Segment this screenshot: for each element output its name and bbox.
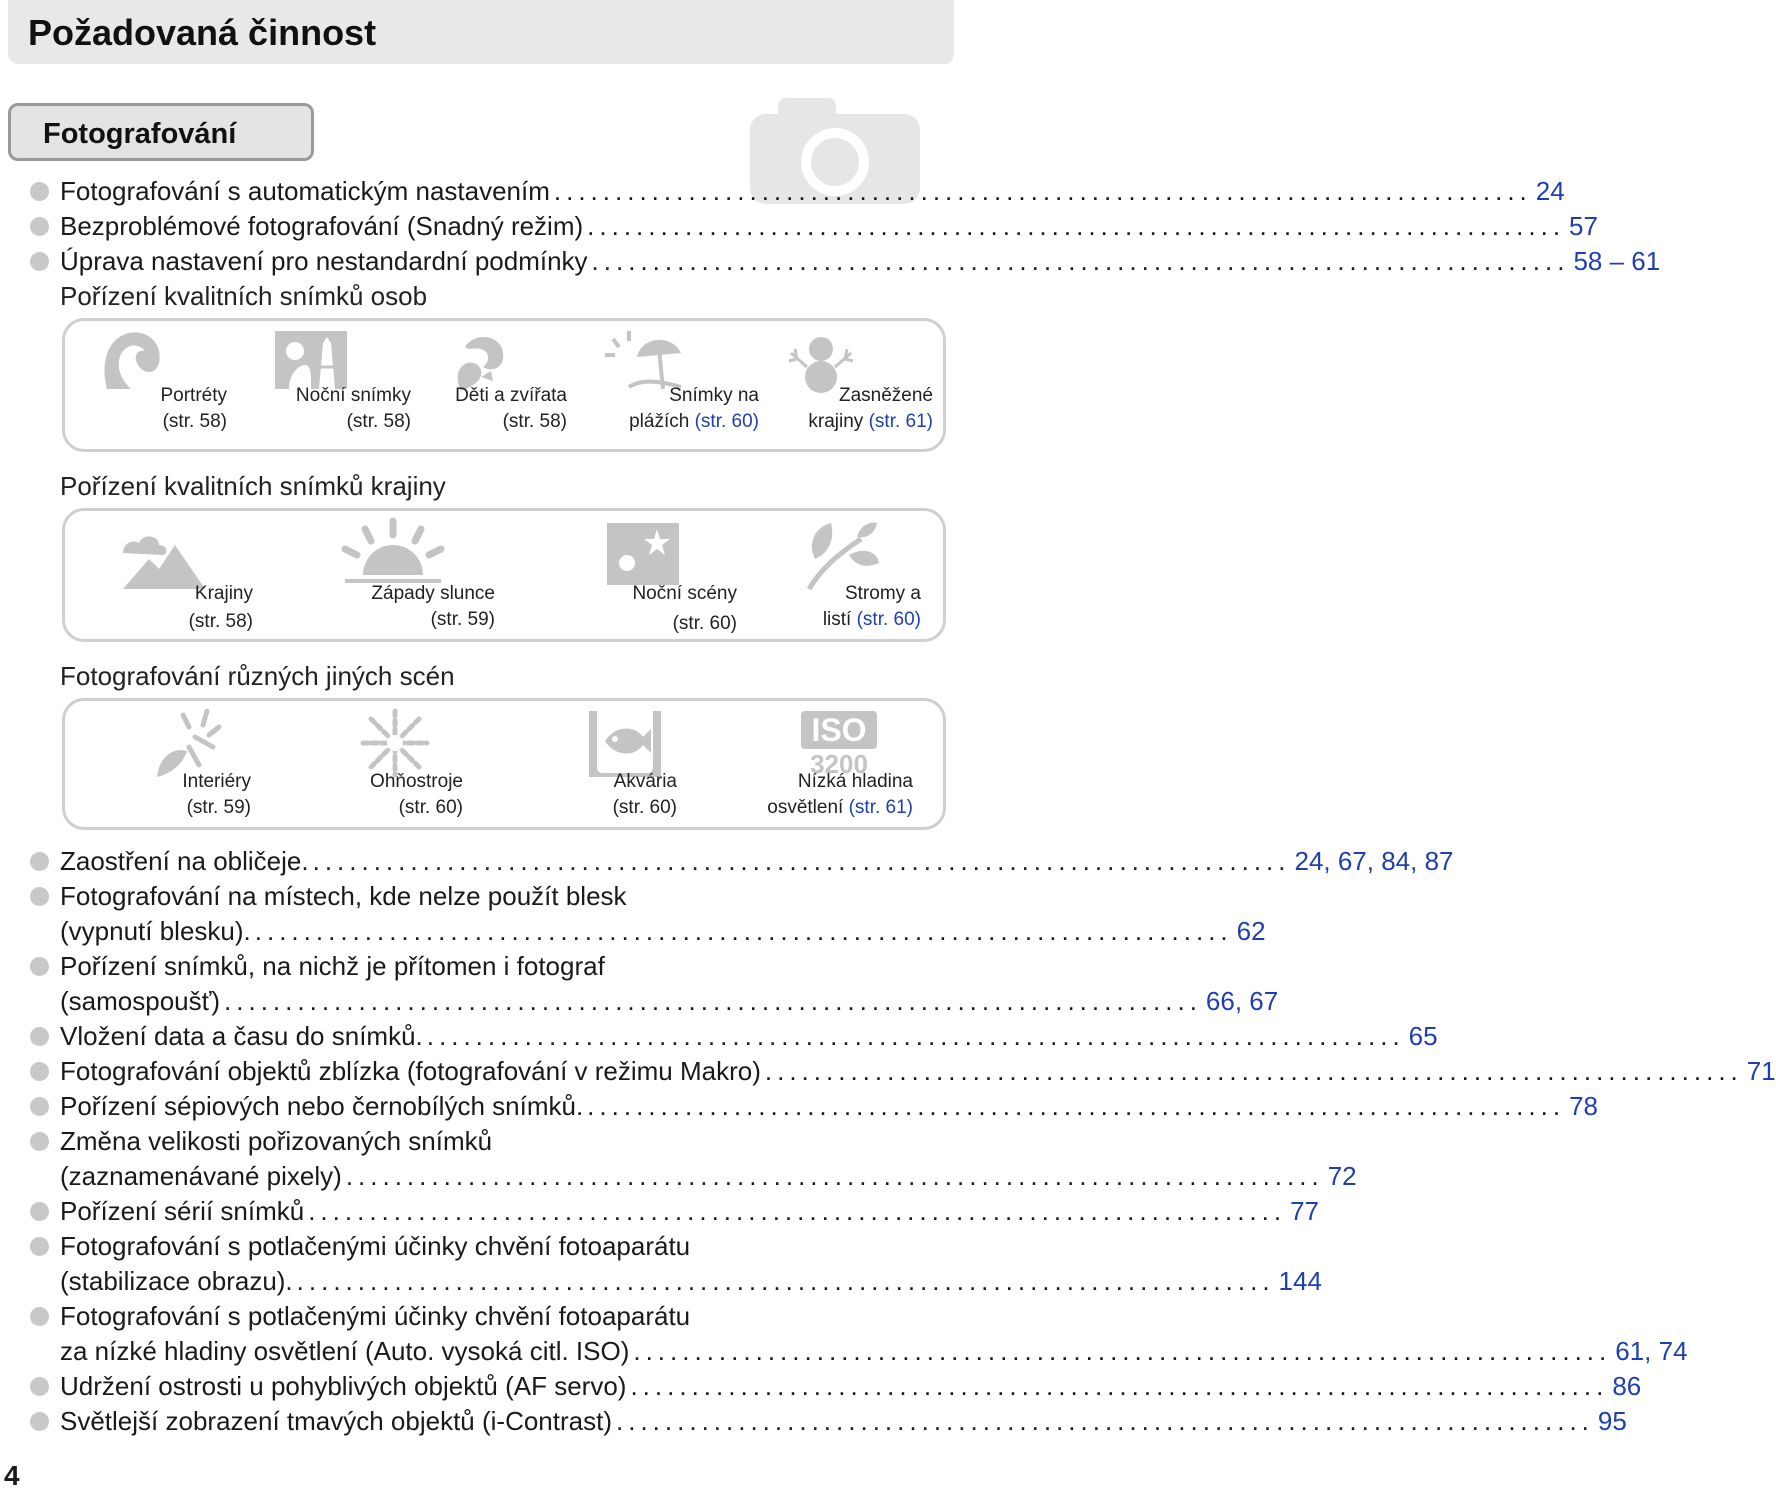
item-label: Pořízení snímků, na nichž je přítomen i fotograf [60,951,605,981]
scene-page-ref[interactable]: (str. 61) [848,797,913,818]
dot-leader: ................................................................................ [587,1091,1566,1121]
section-tab-label: Fotografování [43,118,237,150]
iso-icon-value: 3200 [810,749,868,779]
portrait-icon [97,327,167,395]
scene-page-ref[interactable]: (str. 58) [502,411,567,432]
item-label-continuation: za nízké hladiny osvětlení (Auto. vysoká citl. ISO) [60,1336,630,1366]
dot-leader: ................................................................................ [308,1196,1287,1226]
dot-leader: ................................................................................ [591,246,1570,276]
scene-caption-1: Noční scény [632,583,737,604]
page-title: Požadovaná činnost [28,12,377,53]
item-label: Udržení ostrosti u pohyblivých objektů (AF servo) [60,1371,627,1401]
scene-beach[interactable] [601,327,759,432]
scene-caption-1: Krajiny [194,583,253,604]
list-item[interactable] [30,879,944,913]
scene-caption-2 [808,409,933,435]
page-link[interactable]: 86 [1612,1371,1642,1401]
scene-low-light[interactable] [737,707,913,818]
scene-caption-prefix: listí [822,609,857,630]
scene-caption-prefix: krajiny [808,411,869,432]
item-label: Fotografování s automatickým nastavením [60,176,550,206]
list-item-continuation[interactable] [30,1159,1357,1193]
page-link[interactable]: 24 [1535,176,1565,206]
scene-page-ref[interactable]: (str. 58) [162,411,227,432]
scene-caption-1: Portréty [160,385,227,406]
list-item[interactable] [30,1124,944,1158]
item-label-continuation: (zaznamenávané pixely) [60,1161,342,1191]
dot-leader: ................................................................................ [345,1161,1324,1191]
page-link[interactable]: 144 [1278,1266,1322,1296]
iso-icon-text: ISO [811,712,867,748]
scene-caption-prefix: osvětlení [767,797,849,818]
list-item-continuation[interactable] [30,984,1279,1018]
page-link[interactable]: 58 – 61 [1573,246,1661,276]
item-label: Pořízení sérií snímků [60,1196,305,1226]
bullet-icon [30,887,49,906]
scene-caption-1: Akvária [613,771,677,792]
list-item[interactable] [30,174,1565,208]
scene-caption-2 [629,409,759,435]
item-label: Světlejší zobrazení tmavých objektů (i-Contrast) [60,1406,612,1436]
dot-leader: ................................................................................ [764,1056,1743,1086]
page-number: 4 [4,1460,20,1491]
scene-landscape[interactable] [119,519,253,632]
page-link[interactable]: 72 [1327,1161,1357,1191]
item-label-continuation: (stabilizace obrazu). [60,1266,293,1296]
scene-indoor[interactable] [153,707,251,818]
bullet-icon [30,1027,49,1046]
page-link[interactable]: 95 [1597,1406,1627,1436]
list-item[interactable] [30,1054,1776,1088]
list-item[interactable] [30,1089,1598,1123]
list-item[interactable] [30,1229,944,1263]
scene-foliage[interactable] [801,519,921,630]
scene-page-ref[interactable]: (str. 59) [186,797,251,818]
scene-caption-1: Snímky na [669,385,759,406]
scene-snow[interactable] [781,327,933,432]
bullet-icon [30,1202,49,1221]
scene-page-ref[interactable]: (str. 60) [694,411,759,432]
bullet-icon [30,1132,49,1151]
item-label: Fotografování s potlačenými účinky chvění fotoaparátu [60,1301,691,1331]
scene-page-ref[interactable]: (str. 60) [612,797,677,818]
scene-page-ref[interactable]: (str. 60) [398,797,463,818]
page-link[interactable]: 71 [1746,1056,1776,1086]
list-item-continuation[interactable] [30,1264,1322,1298]
scene-caption-2 [823,607,921,633]
scene-box-landscape [62,508,946,642]
bullet-icon [30,1237,49,1256]
scene-page-ref[interactable]: (str. 60) [856,609,921,630]
scene-caption-1: Zasněžené [838,385,933,406]
scene-page-ref[interactable]: (str. 60) [672,613,737,634]
scene-fireworks[interactable] [349,707,463,818]
scene-sunset[interactable] [335,519,495,630]
list-item[interactable] [30,949,944,983]
dot-leader: ................................................................................ [553,176,1532,206]
bullet-icon [30,957,49,976]
page-link[interactable]: 57 [1569,211,1598,241]
bullet-icon [30,182,49,201]
scene-caption-prefix: plážích [629,411,695,432]
scene-caption-1: Stromy a [844,583,921,604]
list-item-continuation[interactable] [30,1334,1688,1368]
list-item-continuation[interactable] [30,914,1266,948]
scene-caption-1: Noční snímky [295,385,411,406]
list-item[interactable] [30,1369,1642,1403]
scene-caption-1: Ohňostroje [370,771,463,792]
scene-night-scene[interactable] [605,519,737,634]
item-label-continuation: (samospoušť) [60,986,221,1016]
item-label: Bezproblémové fotografování (Snadný režim) [60,211,584,241]
list-item[interactable] [30,1299,944,1333]
bullet-icon [30,1307,49,1326]
section-tab [8,103,314,161]
scene-box-people [62,318,946,452]
scene-caption-2 [767,795,913,821]
scene-caption-1: Západy slunce [371,583,495,604]
list-item[interactable] [30,1194,1320,1228]
dot-leader: ................................................................................ [630,1371,1609,1401]
item-label: Pořízení sépiových nebo černobílých snímků. [60,1091,584,1121]
group-heading-other: Fotografování různých jiných scén [60,661,455,691]
item-label: Fotografování na místech, kde nelze použít blesk [60,881,627,911]
page-link[interactable]: 61, 74 [1615,1336,1688,1366]
bullet-icon [30,217,49,236]
page-link[interactable]: 77 [1290,1196,1320,1226]
page-link[interactable]: 62 [1236,916,1266,946]
bullet-icon [30,1412,49,1431]
list-item[interactable] [30,244,1661,278]
dot-leader: ................................................................................ [587,211,1566,241]
list-item[interactable] [30,209,1598,243]
scene-caption-1: Interiéry [182,771,251,792]
bullet-icon [30,852,49,871]
bullet-icon [30,1377,49,1396]
item-label: Zaostření na obličeje. [60,846,309,876]
scene-caption-1: Děti a zvířata [455,385,567,406]
list-item[interactable] [30,1019,1438,1053]
group-heading-people: Pořízení kvalitních snímků osob [60,281,428,311]
page-link[interactable]: 65 [1408,1021,1438,1051]
item-label-continuation: (vypnutí blesku). [60,916,251,946]
item-label: Fotografování s potlačenými účinky chvění fotoaparátu [60,1231,691,1261]
dot-leader: ................................................................................ [224,986,1202,1016]
list-item[interactable] [30,1404,1627,1438]
page-link[interactable]: 66, 67 [1205,986,1279,1016]
scene-page-ref[interactable]: (str. 58) [346,411,411,432]
bullet-icon [30,252,49,271]
item-label: Fotografování objektů zblízka (fotografování v režimu Makro) [60,1056,761,1086]
dot-leader: ................................................................................ [296,1266,1275,1296]
scene-night-snapshot[interactable] [271,327,411,432]
iso3200-icon [801,711,877,777]
dot-leader: ................................................................................ [426,1021,1405,1051]
dot-leader: ................................................................................ [312,846,1291,876]
page-link[interactable]: 24, 67, 84, 87 [1294,846,1454,876]
page-link[interactable]: 78 [1569,1091,1598,1121]
group-heading-landscape: Pořízení kvalitních snímků krajiny [60,471,446,501]
scene-page-ref[interactable]: (str. 59) [430,609,495,630]
list-item[interactable] [30,844,1454,878]
dot-leader: ................................................................................ [254,916,1233,946]
dot-leader: ................................................................................ [616,1406,1594,1436]
scene-page-ref[interactable]: (str. 61) [868,411,933,432]
item-label: Úprava nastavení pro nestandardní podmínky [60,246,588,276]
scene-box-other [62,698,946,830]
item-label: Vložení data a času do snímků. [60,1021,423,1051]
bullet-icon [30,1062,49,1081]
dot-leader: ................................................................................ [633,1336,1612,1366]
item-label: Změna velikosti pořizovaných snímků [60,1126,493,1156]
scene-page-ref[interactable]: (str. 58) [188,611,253,632]
scene-caption-1: Nízká hladina [797,771,913,792]
bullet-icon [30,1097,49,1116]
scene-aquarium[interactable] [585,707,677,818]
scene-portrait[interactable] [97,327,227,432]
scene-kids-pets[interactable] [431,327,567,432]
